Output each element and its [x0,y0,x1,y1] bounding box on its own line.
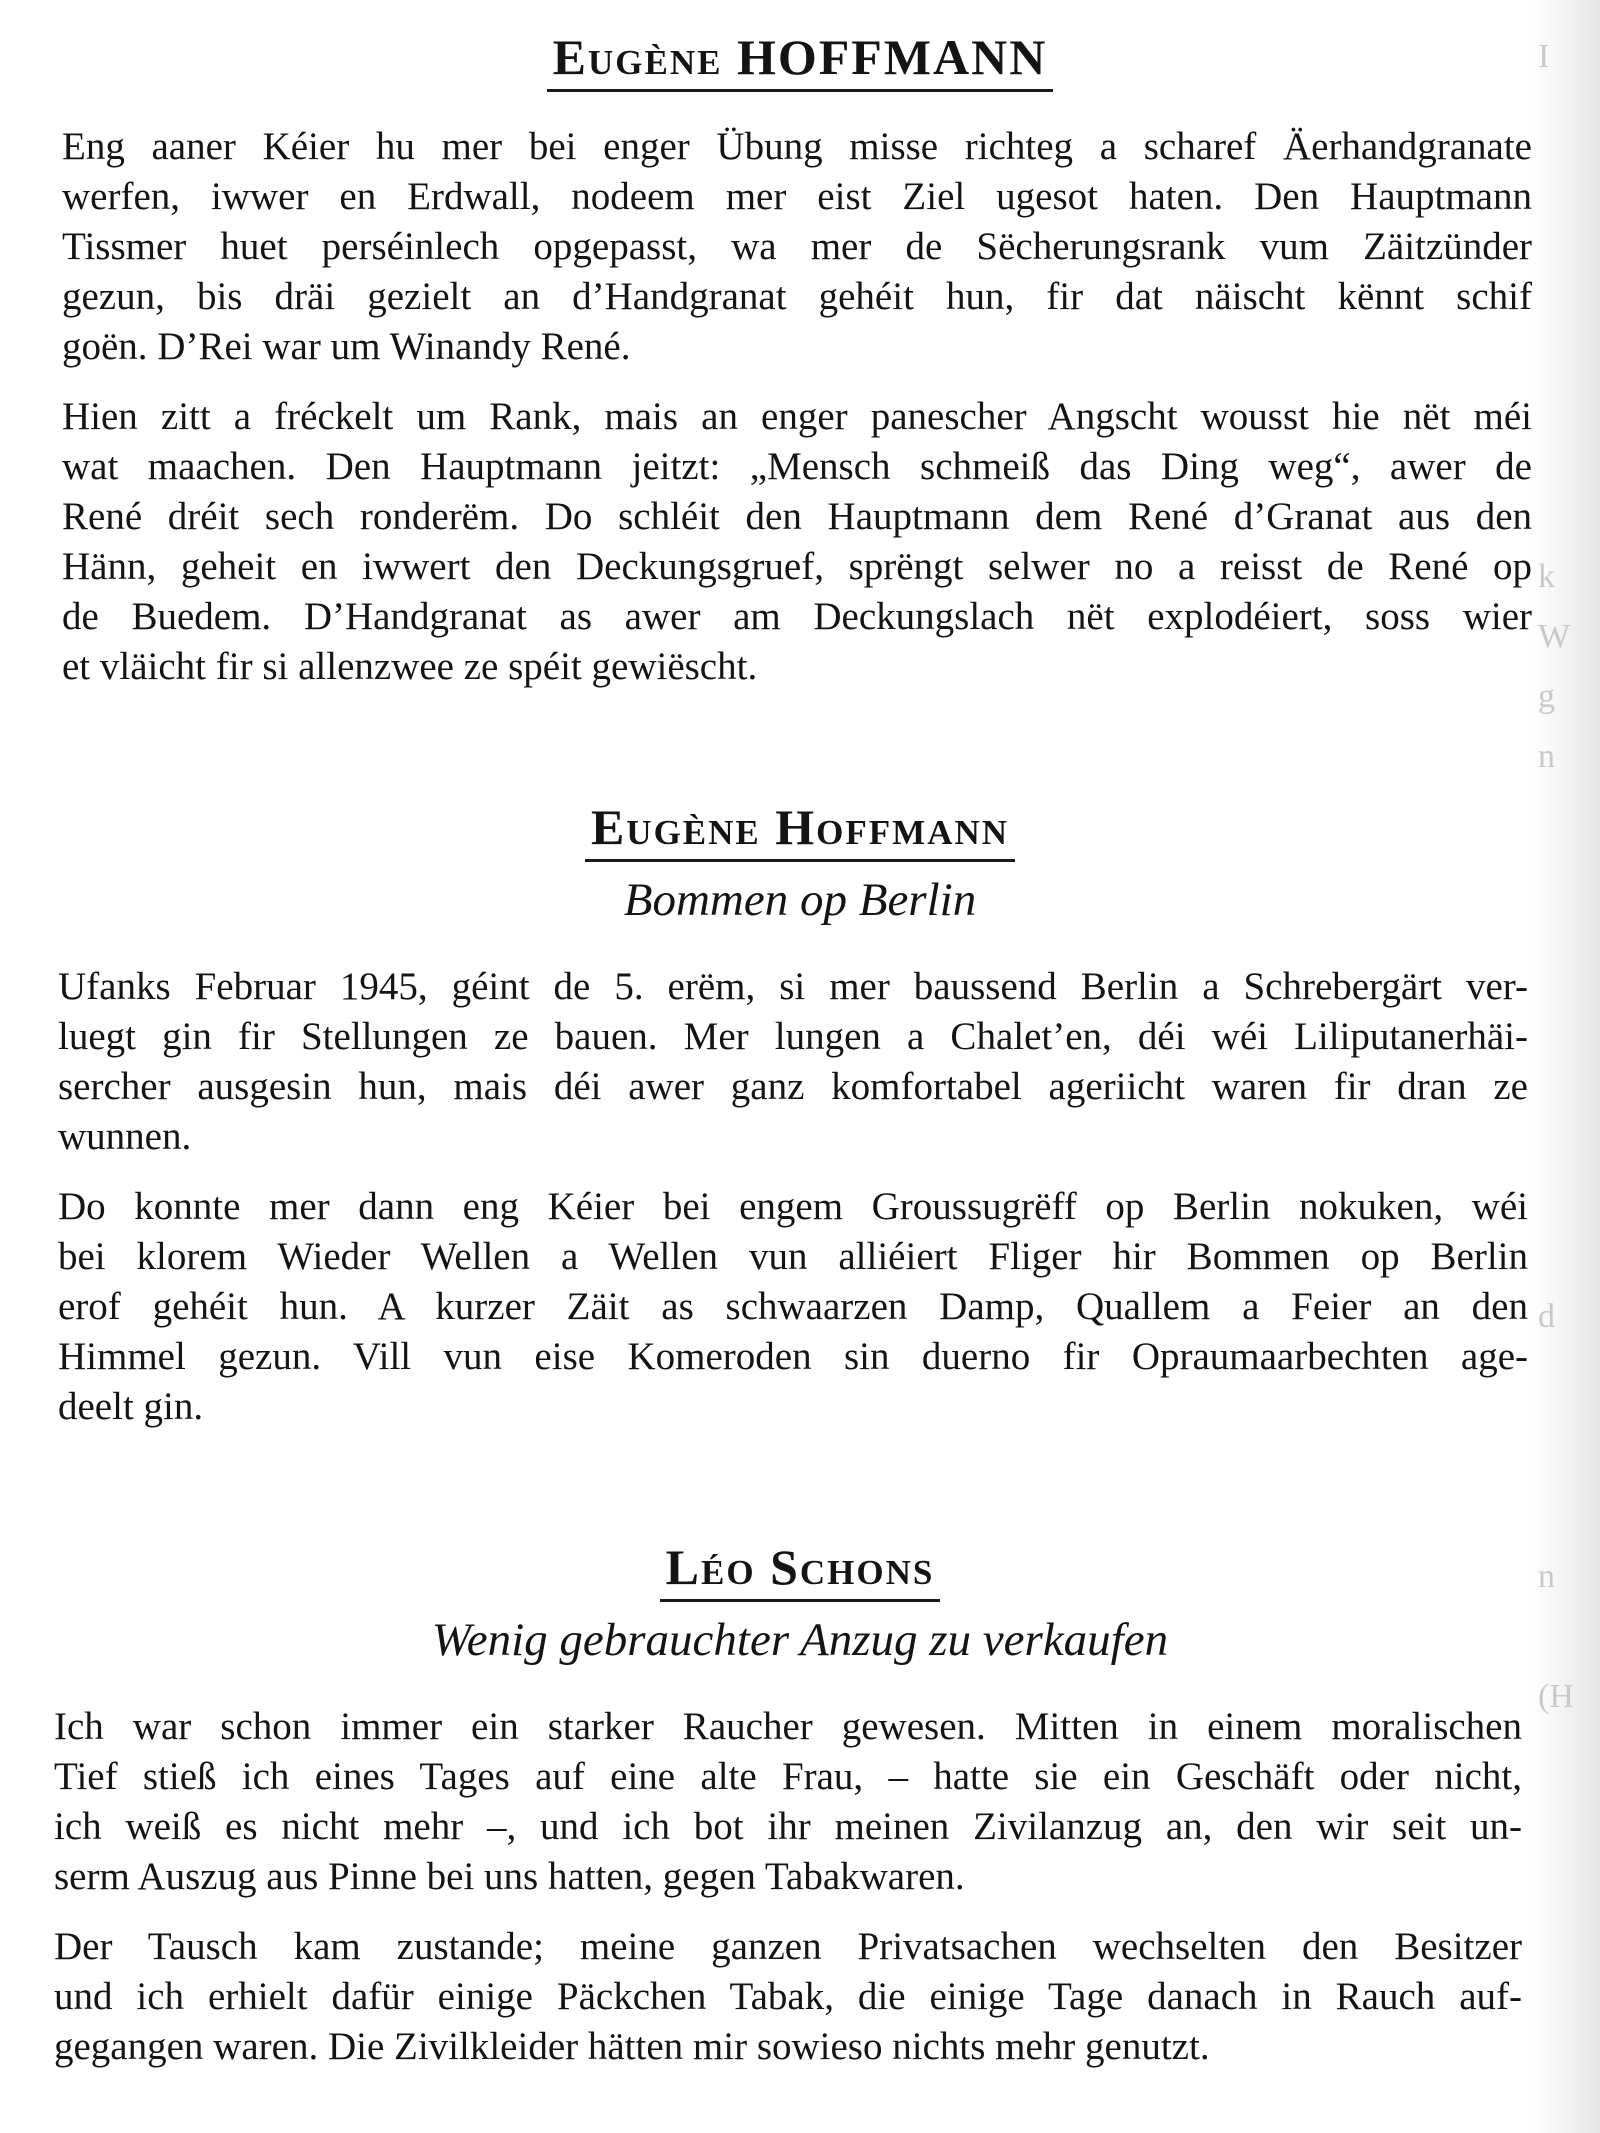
text-line: de Buedem. D’Handgranat as awer am Deckungslach nët explodéiert, soss wier [62,595,1532,638]
author-last-name: Hoffmann [775,799,1010,855]
text-line: sercher ausgesin hun, mais déi awer ganz komfortabel ageriicht waren fir dran ze [58,1065,1528,1108]
text-line: wat maachen. Den Hauptmann jeitzt: „Mensch schmeiß das Ding weg“, awer de [62,445,1532,488]
author-first-name: Léo [665,1539,756,1595]
text-line: Do konnte mer dann eng Kéier bei engem Groussugrëff op Berlin nokuken, wéi [58,1185,1528,1228]
text-line: Himmel gezun. Vill vun eise Komeroden sin duerno fir Opraumaarbechten age- [58,1335,1528,1378]
text-line: Eng aaner Kéier hu mer bei enger Übung misse richteg a scharef Äerhandgranate [62,125,1532,168]
text-line: serm Auszug aus Pinne bei uns hatten, gegen Tabakwaren. [54,1855,965,1898]
text-line: gegangen waren. Die Zivilkleider hätten mir sowieso nichts mehr genutzt. [54,2025,1210,2068]
text-line: Ich war schon immer ein starker Raucher gewesen. Mitten in einem moralischen [54,1705,1522,1748]
facing-page-edge: I k W g n d n (H [1530,0,1600,2133]
text-line: Der Tausch kam zustande; meine ganzen Privatsachen wechselten den Besitzer [54,1925,1522,1968]
text-line: deelt gin. [58,1385,204,1428]
story-title: Bommen op Berlin [623,874,977,926]
text-line: Hänn, geheit en iwwert den Deckungsgruef, sprëngt selwer no a reisst de René op [62,545,1532,588]
paragraph [54,1922,1522,2072]
text-line: Tief stieß ich eines Tages auf eine alte Frau, – hatte sie ein Geschäft oder nicht, [54,1755,1522,1798]
text-line: Tissmer huet perséinlech opgepasst, wa mer de Sëcherungsrank vum Zäitzünder [62,225,1532,268]
text-line: gezun, bis dräi gezielt an d’Handgranat gehéit hun, fir dat näischt kënnt schif [62,275,1532,318]
text-line: und ich erhielt dafür einige Päckchen Tabak, die einige Tage danach in Rauch auf- [54,1975,1522,2018]
author-heading [0,800,1600,862]
story-section-3 [0,1539,1600,2068]
text-line: Hien zitt a fréckelt um Rank, mais an enger panescher Angscht wousst hie nët méi [62,395,1532,438]
story-title: Wenig gebrauchter Anzug zu verkaufen [431,1614,1169,1666]
text-line: erof gehéit hun. A kurzer Zäit as schwaarzen Damp, Quallem a Feier an den [58,1285,1528,1328]
story-section-1 [0,29,1600,688]
text-line: wunnen. [58,1115,192,1158]
text-line: René dréit sech ronderëm. Do schléit den Hauptmann dem René d’Granat aus den [62,495,1532,538]
text-line: et vläicht fir si allenzwee ze spéit gewiëscht. [62,645,758,688]
story-body [54,1702,1522,2072]
paragraph [58,1182,1528,1432]
paragraph [62,392,1532,692]
author-heading [0,30,1600,92]
text-line: luegt gin fir Stellungen ze bauen. Mer lungen a Chalet’en, déi wéi Liliputanerhäi- [58,1015,1528,1058]
story-body [62,122,1532,692]
author-first-name: Eugène [590,799,761,855]
paragraph [58,962,1528,1162]
paragraph [62,122,1532,372]
story-body [58,962,1528,1432]
paragraph [54,1702,1522,1902]
text-line: Ufanks Februar 1945, géint de 5. erëm, si mer baussend Berlin a Schrebergärt ver- [58,965,1528,1008]
author-last-name: HOFFMANN [736,29,1048,85]
text-line: bei klorem Wieder Wellen a Wellen vun alliéiert Fliger hir Bommen op Berlin [58,1235,1528,1278]
story-section-2 [0,799,1600,1428]
text-line: werfen, iwwer en Erdwall, nodeem mer eist Ziel ugesot haten. Den Hauptmann [62,175,1532,218]
text-line: ich weiß es nicht mehr –, und ich bot ihr meinen Zivilanzug an, den wir seit un- [54,1805,1522,1848]
author-first-name: Eugène [552,29,723,85]
text-line: goën. D’Rei war um Winandy René. [62,325,631,368]
author-last-name: Schons [770,1539,935,1595]
author-heading [0,1540,1600,1602]
